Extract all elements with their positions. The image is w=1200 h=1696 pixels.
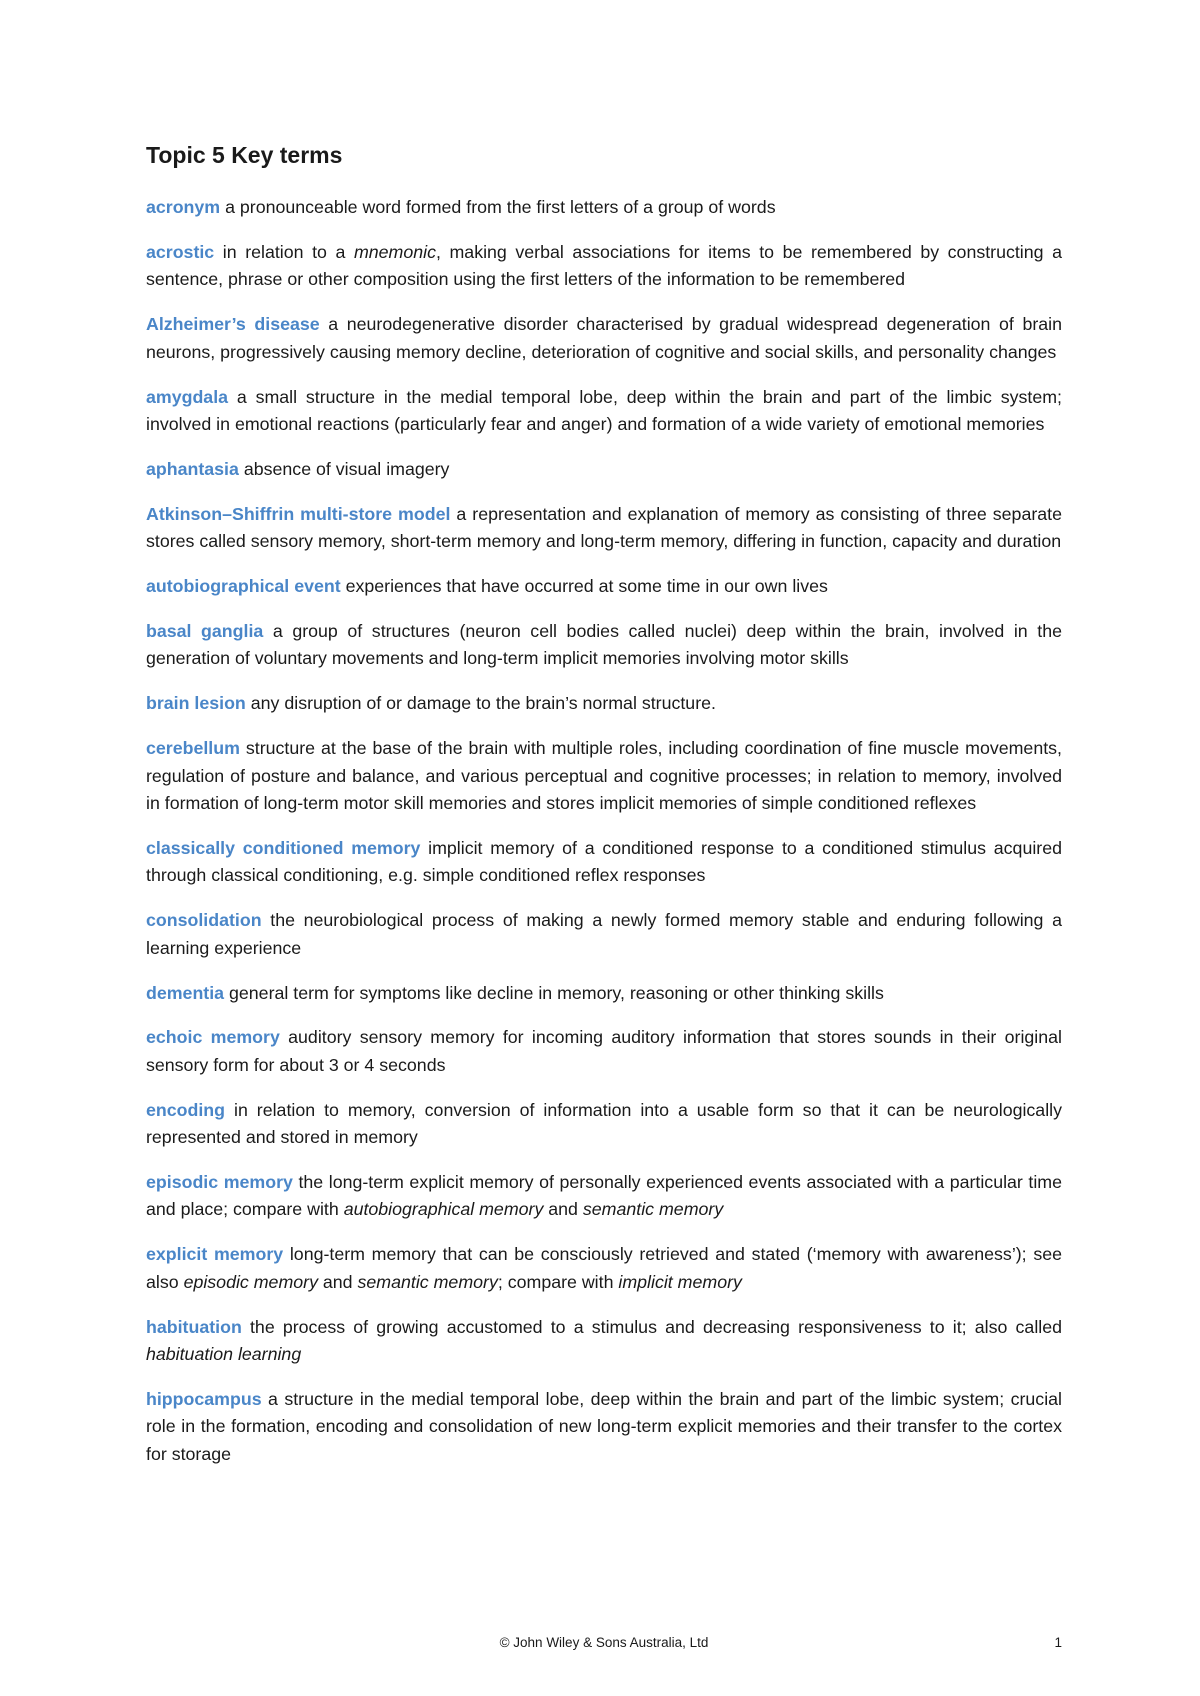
glossary-entry <box>146 384 1062 439</box>
definition-text: experiences that have occurred at some time in our own lives <box>345 576 828 597</box>
definition-emphasis: semantic memory <box>357 1271 498 1292</box>
definition-text: long-term memory that can be consciously retrieved and stated (‘memory with awareness’); see also <box>146 1244 1062 1292</box>
glossary-term: episodic memory <box>146 1172 293 1193</box>
document-page <box>146 140 1062 1486</box>
definition-text: the long-term explicit memory of personally experienced events associated with a particular time and place; compare with <box>146 1172 1062 1220</box>
definition-text: in relation to memory, conversion of information into a usable form so that it can be neurologically represented and stored in memory <box>146 1099 1062 1148</box>
glossary-entry <box>146 1386 1062 1468</box>
glossary-term: hippocampus <box>146 1389 262 1409</box>
glossary-entry <box>146 311 1062 366</box>
glossary-entry <box>146 907 1062 962</box>
definition-text: a small structure in the medial temporal lobe, deep within the brain and part of the limbic system; involved in emotional reactions (particularly fear and anger) and formation of a wide variety of emotional memories <box>146 386 1062 434</box>
definition-text: , making verbal associations for items to be remembered by constructing a sentence, phrase or other composition using the first letters of the information to be remembered <box>146 241 1062 290</box>
glossary-entry <box>146 1097 1062 1152</box>
definition-text: a representation and explanation of memory as consisting of three separate stores called sensory memory, short-term memory and long-term memory, differing in function, capacity and duration <box>146 503 1062 552</box>
glossary-term: echoic memory <box>146 1027 280 1048</box>
definition-emphasis: mnemonic <box>353 241 436 262</box>
definition-text: a group of structures (neuron cell bodies called nuclei) deep within the brain, involved in the generation of voluntary movements and long-term implicit memories involving motor skills <box>146 620 1062 669</box>
definition-text: the process of growing accustomed to a stimulus and decreasing responsiveness to it; also called <box>249 1316 1062 1337</box>
definition-text: structure at the base of the brain with multiple roles, including coordination of fine muscle movements, regulation of posture and balance, and various perceptual and cognitive processes; in relation to memory, involved in formation of long-term motor skill memories and stores implicit memories of simple conditioned reflexes <box>146 738 1062 813</box>
glossary-term: brain lesion <box>146 693 246 714</box>
definition-emphasis: episodic memory <box>183 1271 318 1292</box>
glossary-term: amygdala <box>146 386 229 407</box>
glossary-term: dementia <box>146 982 225 1003</box>
glossary-entry <box>146 690 1062 717</box>
page-number: 1 <box>1054 1635 1062 1650</box>
glossary-term: cerebellum <box>146 738 240 759</box>
definition-text: in relation to a <box>222 241 354 262</box>
glossary-term: autobiographical event <box>146 576 341 597</box>
glossary-entry <box>146 501 1062 556</box>
glossary-entry <box>146 835 1062 890</box>
definition-text: general term for symptoms like decline in memory, reasoning or other thinking skills <box>229 982 884 1003</box>
definition-emphasis: implicit memory <box>618 1271 742 1292</box>
definition-text: any disruption of or damage to the brain’s normal structure. <box>250 693 716 714</box>
glossary-list <box>146 194 1062 1468</box>
glossary-term: explicit memory <box>146 1244 284 1265</box>
glossary-term: basal ganglia <box>146 620 264 641</box>
glossary-entry <box>146 1169 1062 1224</box>
copyright-notice: © John Wiley & Sons Australia, Ltd <box>499 1635 709 1650</box>
glossary-entry <box>146 239 1062 294</box>
definition-text: absence of visual imagery <box>243 458 450 479</box>
definition-text: implicit memory of a conditioned response to a conditioned stimulus acquired through classical conditioning, e.g. simple conditioned reflex responses <box>146 837 1062 886</box>
definition-text: auditory sensory memory for incoming auditory information that stores sounds in their original sensory form for about 3 or 4 seconds <box>146 1027 1062 1075</box>
glossary-entry <box>146 980 1062 1007</box>
definition-emphasis: semantic memory <box>582 1199 724 1220</box>
glossary-term: Atkinson–Shiffrin multi-store model <box>146 503 451 524</box>
glossary-entry <box>146 618 1062 673</box>
definition-text: ; compare with <box>497 1271 619 1292</box>
glossary-term: acrostic <box>146 241 215 262</box>
glossary-term: Alzheimer’s disease <box>146 314 320 335</box>
definition-text: a neurodegenerative disorder characterised by gradual widespread degeneration of brain neurons, progressively causing memory decline, deterioration of cognitive and social skills, and personality changes <box>146 314 1062 362</box>
glossary-entry <box>146 1314 1062 1369</box>
definition-text: and <box>543 1199 583 1220</box>
definition-text: the neurobiological process of making a newly formed memory stable and enduring following a learning experience <box>146 910 1062 958</box>
glossary-entry <box>146 735 1062 817</box>
glossary-entry <box>146 194 1062 221</box>
definition-text: a structure in the medial temporal lobe, deep within the brain and part of the limbic system; crucial role in the formation, encoding and consolidation of new long-term explicit memories and their transfer to the cortex for storage <box>146 1389 1062 1464</box>
definition-text: a pronounceable word formed from the first letters of a group of words <box>225 197 776 217</box>
glossary-term: aphantasia <box>146 458 239 479</box>
glossary-entry <box>146 1241 1062 1296</box>
glossary-entry <box>146 456 1062 483</box>
definition-text: and <box>317 1271 358 1292</box>
definition-emphasis: autobiographical memory <box>343 1199 544 1220</box>
definition-emphasis: habituation learning <box>146 1344 302 1365</box>
glossary-entry <box>146 1024 1062 1079</box>
glossary-term: habituation <box>146 1316 242 1337</box>
glossary-entry <box>146 573 1062 600</box>
page-title: Topic 5 Key terms <box>146 142 343 168</box>
glossary-term: acronym <box>146 197 221 217</box>
glossary-term: consolidation <box>146 910 262 931</box>
glossary-term: classically conditioned memory <box>146 837 421 858</box>
glossary-term: encoding <box>146 1099 226 1120</box>
